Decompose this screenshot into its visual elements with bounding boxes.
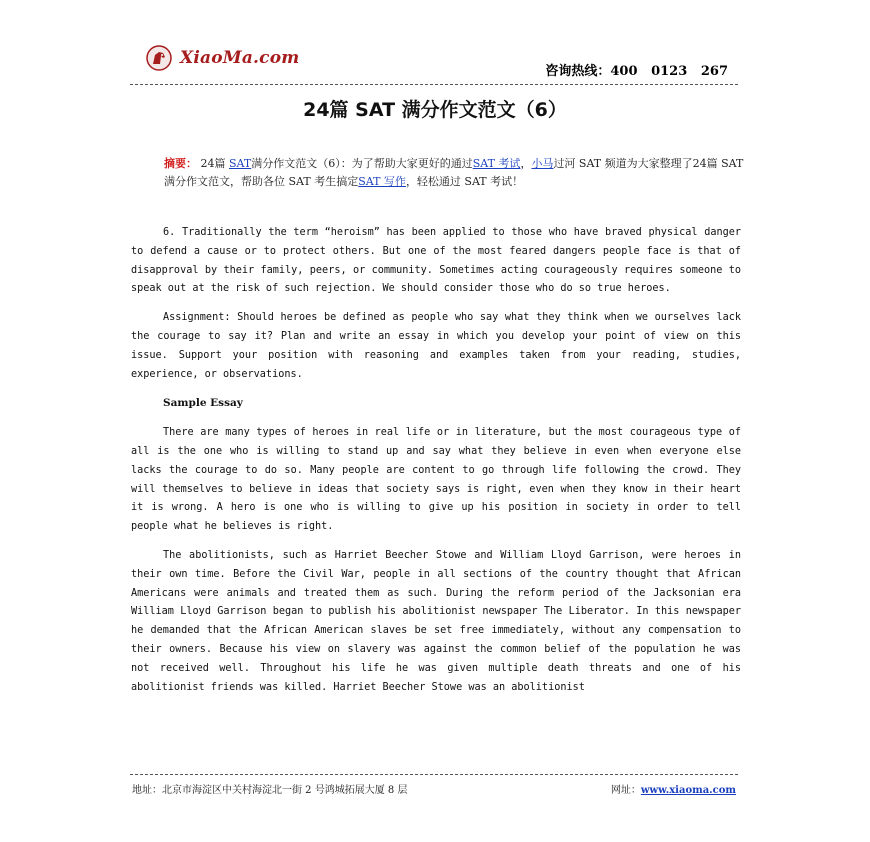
page-header bbox=[130, 38, 740, 84]
website-label: 网址： bbox=[610, 785, 641, 796]
abstract-text: 过河 SAT 频道为大家整理了24篇 SAT 满分作文范文，帮助各位 SAT 考生搞定 bbox=[164, 157, 744, 188]
website-link[interactable]: www.xiaoma.com bbox=[640, 785, 736, 796]
footer-address: 地址：北京市海淀区中关村海淀北一街 2 号鸿城拓展大厦 8 层 bbox=[132, 785, 408, 796]
paragraph: There are many types of heroes in real life or in literature, but the most courageous type of all is the one who is willing to stand up and say what they believe in even when everyone else lacks the courage to do so. Many people are content to go through life following the crowd. They will themselves to believe in ideas that society says is right, even when they know in their heart it is wrong. A hero is one who is willing to give up his position in society in order to tell people what he believes is right. bbox=[131, 427, 741, 533]
logo bbox=[146, 42, 299, 74]
abstract-text: 满分作文范文（6）：为了帮助大家更好的通过 bbox=[251, 157, 473, 170]
abstract-label: 摘要： bbox=[164, 157, 197, 170]
footer-divider bbox=[130, 774, 738, 775]
page-footer bbox=[130, 777, 740, 797]
essay-body bbox=[131, 224, 741, 707]
abstract-text: ， bbox=[520, 157, 532, 170]
paragraph: Assignment: Should heroes be defined as people who say what they think when we ourselves lack the courage to say it? Plan and write an essay in which you develop your point of view on this issue. Support your position with reasoning and examples taken from your reading, studies, experience, or observations. bbox=[131, 312, 741, 380]
page-title: 24篇 SAT 满分作文范文（6） bbox=[303, 99, 567, 121]
section-heading: Sample Essay bbox=[163, 397, 243, 410]
abstract-text: ，轻松通过 SAT 考试！ bbox=[405, 175, 524, 188]
paragraph: 6. Traditionally the term “heroism” has been applied to those who have braved physical danger to defend a cause or to protect others. But one of the most feared dangers people face is that of disapproval by their family, peers, or community. Sometimes acting courageously requires someone to speak out at the risk of such rejection. We should consider those who do so true heroes. bbox=[131, 227, 741, 295]
sat-exam-link[interactable]: SAT 考试 bbox=[472, 157, 521, 170]
abstract-text: 24篇 bbox=[200, 157, 226, 170]
header-divider bbox=[130, 84, 738, 85]
hotline: 咨询热线：400 0123 267 bbox=[545, 64, 728, 79]
xiaoma-link[interactable]: 小马 bbox=[531, 157, 554, 170]
abstract bbox=[164, 155, 744, 191]
paragraph: The abolitionists, such as Harriet Beecher Stowe and William Lloyd Garrison, were heroes in their own time. Before the Civil War, people in all sections of the country thought that African Americans were animals and treated them as such. During the reform period of the Jacksonian era William Lloyd Garrison began to publish his abolitionist newspaper The Liberator. In this newspaper he demanded that the African American slaves be set free immediately, without any compensation to their owners. Because his view on slavery was against the common belief of the population he was not received well. Throughout his life he was given multiple death threats and one of his abolitionist friends was killed. Harriet Beecher Stowe was an abolitionist bbox=[131, 549, 741, 693]
logo-text: XiaoMa.com bbox=[180, 48, 300, 68]
sat-writing-link[interactable]: SAT 写作 bbox=[358, 175, 406, 188]
sat-link[interactable]: SAT bbox=[229, 157, 252, 170]
horse-logo-icon bbox=[146, 45, 172, 71]
footer-website bbox=[611, 781, 736, 796]
